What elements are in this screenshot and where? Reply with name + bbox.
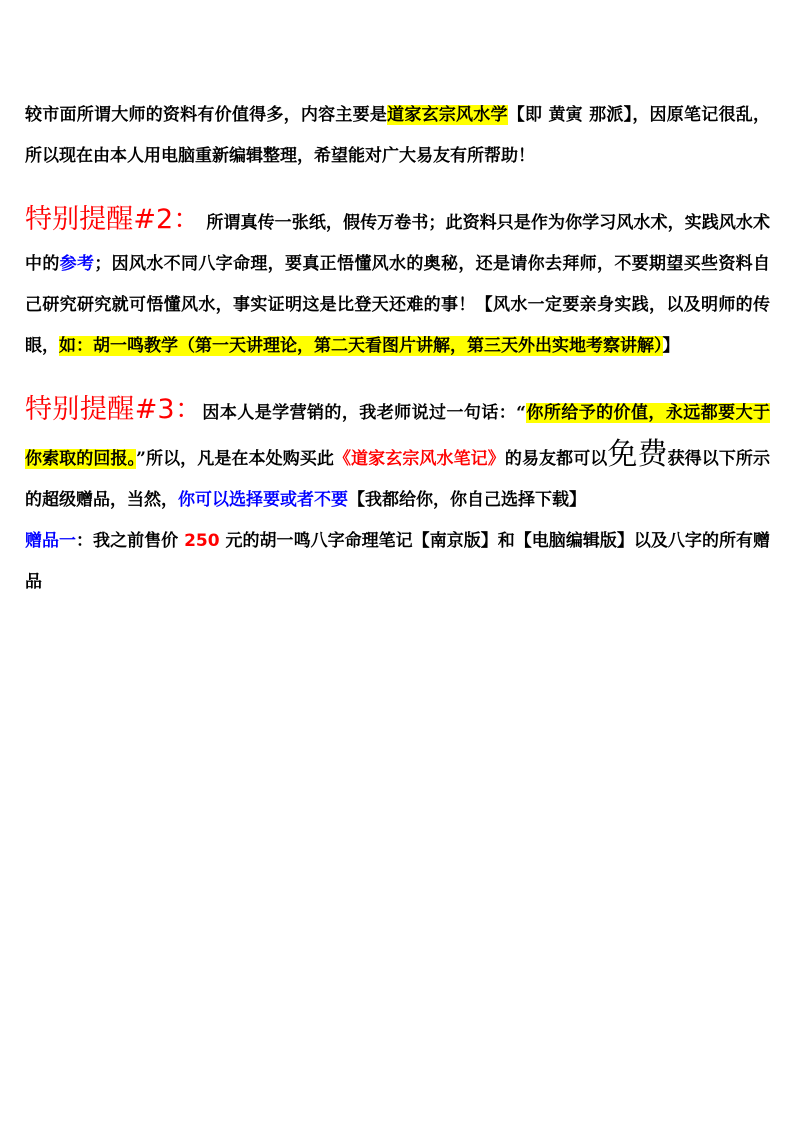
reminder-2-text-3: 】	[662, 336, 680, 356]
gift-1-price: 250	[184, 531, 220, 551]
intro-text-2: 【即 黄寅 那派】，因原笔记很乱，所以现在由本人用电脑重新编辑整理，希望能对广大易友有所帮助！	[25, 105, 771, 166]
reminder-2-reference: 参考	[59, 254, 95, 274]
highlight-teaching-schedule: 如：胡一鸣教学（第一天讲理论，第二天看图片讲解，第三天外出实地考察讲解）	[59, 336, 663, 356]
reminder-3-text-3: 的易友都可以	[504, 449, 608, 469]
reminder-2-text-1: 所谓真传一张纸，假传万卷书；此资料只是作为你学习风水术，实践风水术中的	[25, 213, 770, 274]
gift-1-text-1: ：我之前售价	[76, 531, 185, 551]
reminder-3-title: 特别提醒#3：	[25, 394, 203, 425]
reminder-3-text-1: 因本人是学营销的，我老师说过一句话：“	[202, 403, 526, 423]
reminder-2-title: 特别提醒#2：	[25, 204, 201, 235]
reminder-3-text-2: ”所以，凡是在本处购买此	[136, 449, 334, 469]
free-label: 免费	[607, 437, 668, 472]
reminder-3-text-4: 获得以下所示的超级赠品，当然，	[25, 449, 771, 510]
document-page	[25, 95, 770, 603]
intro-text-1: 较市面所谓大师的资料有价值得多，内容主要是	[25, 105, 388, 125]
reminder-3-paragraph	[25, 389, 770, 521]
gift-1-label: 赠品一	[25, 531, 77, 551]
reminder-2-text-2: ；因风水不同八字命理，要真正悟懂风水的奥秘，还是请你去拜师，不要期望买些资料自己研究研究就可悟懂风水，事实证明这是比登天还难的事！【风水一定要亲身实践，以及明师的传眼，	[25, 254, 771, 356]
reminder-2-paragraph	[25, 199, 770, 367]
choice-text: 你可以选择要或者不要	[178, 490, 348, 510]
gift-1-paragraph	[25, 521, 770, 603]
book-title: 《道家玄宗风水笔记》	[333, 449, 505, 469]
reminder-3-text-5: 【我都给你，你自己选择下载】	[348, 490, 586, 510]
intro-paragraph	[25, 95, 770, 177]
gift-1-text-2: 元的胡一鸣八字命理笔记【南京版】和【电脑编辑版】以及八字的所有赠品	[25, 531, 770, 592]
highlight-school-name: 道家玄宗风水学	[387, 105, 508, 125]
highlight-quote: 你所给予的价值，永远都要大于你索取的回报。	[25, 403, 771, 469]
